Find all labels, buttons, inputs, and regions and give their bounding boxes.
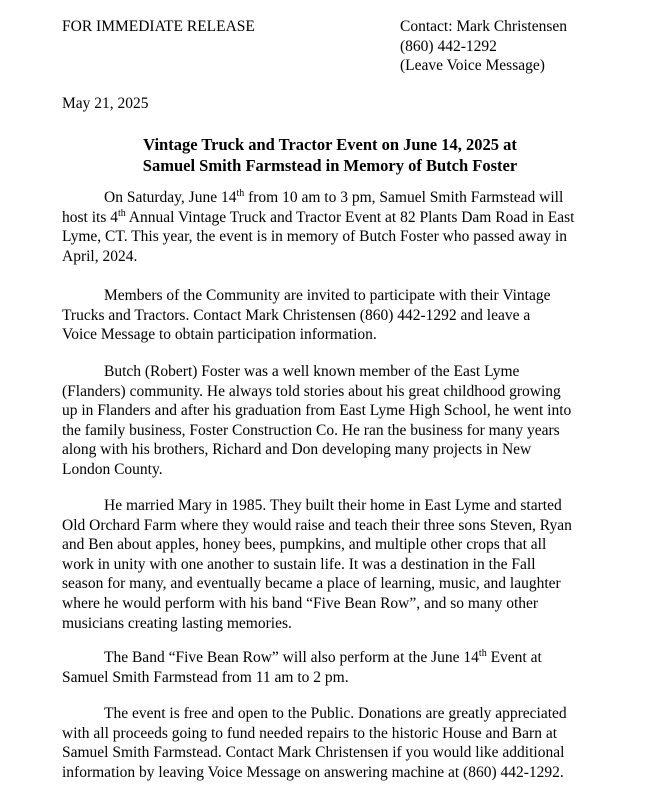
paragraph-line: season for many, and eventually became a place of learning, music, and laughter [62,575,561,593]
paragraph-line: musicians creating lasting memories. [62,614,292,632]
paragraph-line: and Ben about apples, honey bees, pumpkins, and multiple other crops that all [62,536,547,554]
paragraph-line: The event is free and open to the Public. Donations are greatly appreciated [104,705,567,722]
paragraph-line: Samuel Smith Farmstead. Contact Mark Christensen if you would like additional [62,744,565,762]
paragraph-line: work in unity with one another to sustain life. It was a destination in the Fall [62,555,536,573]
text-span: host its 4 [62,208,118,226]
contact-name: Contact: Mark Christensen [400,18,568,35]
paragraph-line: Butch (Robert) Foster was a well known member of the East Lyme [104,363,520,380]
title-line: Samuel Smith Farmstead in Memory of Butch Foster [142,156,518,175]
paragraph-butch-foster [62,362,622,480]
paragraph-line: Old Orchard Farm where they would raise and teach their three sons Steven, Ryan [62,516,572,534]
paragraph-line [62,648,622,668]
paragraph-line [62,208,622,228]
text-span: Annual Vintage Truck and Tractor Event at 82 Plants Dam Road in East [125,208,575,226]
paragraph-line: Voice Message to obtain participation information. [62,326,377,344]
title-line: Vintage Truck and Tractor Event on June 14, 2025 at [143,135,517,154]
page-title [0,134,660,176]
paragraph-line: April, 2024. [62,247,138,265]
paragraph-line: up in Flanders and after his graduation from East Lyme High School, he went into [62,402,572,420]
ordinal-suffix: th [117,207,126,219]
paragraph-line: Samuel Smith Farmstead from 11 am to 2 pm. [62,668,349,686]
text-span: Event at [486,649,542,666]
text-span: from 10 am to 3 pm, Samuel Smith Farmstead will [244,189,564,206]
paragraph-line: information by leaving Voice Message on answering machine at (860) 442-1292. [62,763,564,781]
contact-phone: (860) 442-1292 [400,37,497,55]
contact-block [400,17,567,76]
paragraph-line: Members of the Community are invited to participate with their Vintage [104,287,551,304]
paragraph-line: with all proceeds going to fund needed repairs to the historic House and Barn at [62,724,558,742]
release-date: May 21, 2025 [62,95,149,112]
contact-note: (Leave Voice Message) [400,57,545,75]
paragraph-line: Lyme, CT. This year, the event is in memory of Butch Foster who passed away in [62,228,568,246]
paragraph-participation [62,286,622,345]
ordinal-suffix: th [478,647,487,659]
paragraph-event-details [62,188,622,266]
paragraph-old-orchard-farm [62,496,622,633]
ordinal-suffix: th [236,187,245,199]
paragraph-line: along with his brothers, Richard and Don developing many projects in New [62,441,532,459]
paragraph-band-performance [62,648,622,687]
paragraph-line: Trucks and Tractors. Contact Mark Christensen (860) 442-1292 and leave a [62,306,531,324]
text-span: On Saturday, June 14 [104,189,237,206]
paragraph-line: London County. [62,460,163,478]
paragraph-line: the family business, Foster Construction Co. He ran the business for many years [62,421,560,439]
paragraph-line: where he would perform with his band “Five Bean Row”, and so many other [62,594,539,612]
paragraph-line [62,188,622,208]
paragraph-line: (Flanders) community. He always told stories about his great childhood growing [62,382,561,400]
release-label: FOR IMMEDIATE RELEASE [62,18,255,35]
paragraph-line: He married Mary in 1985. They built their home in East Lyme and started [104,497,562,514]
paragraph-donations [62,704,622,782]
text-span: The Band “Five Bean Row” will also perform at the June 14 [104,649,479,666]
